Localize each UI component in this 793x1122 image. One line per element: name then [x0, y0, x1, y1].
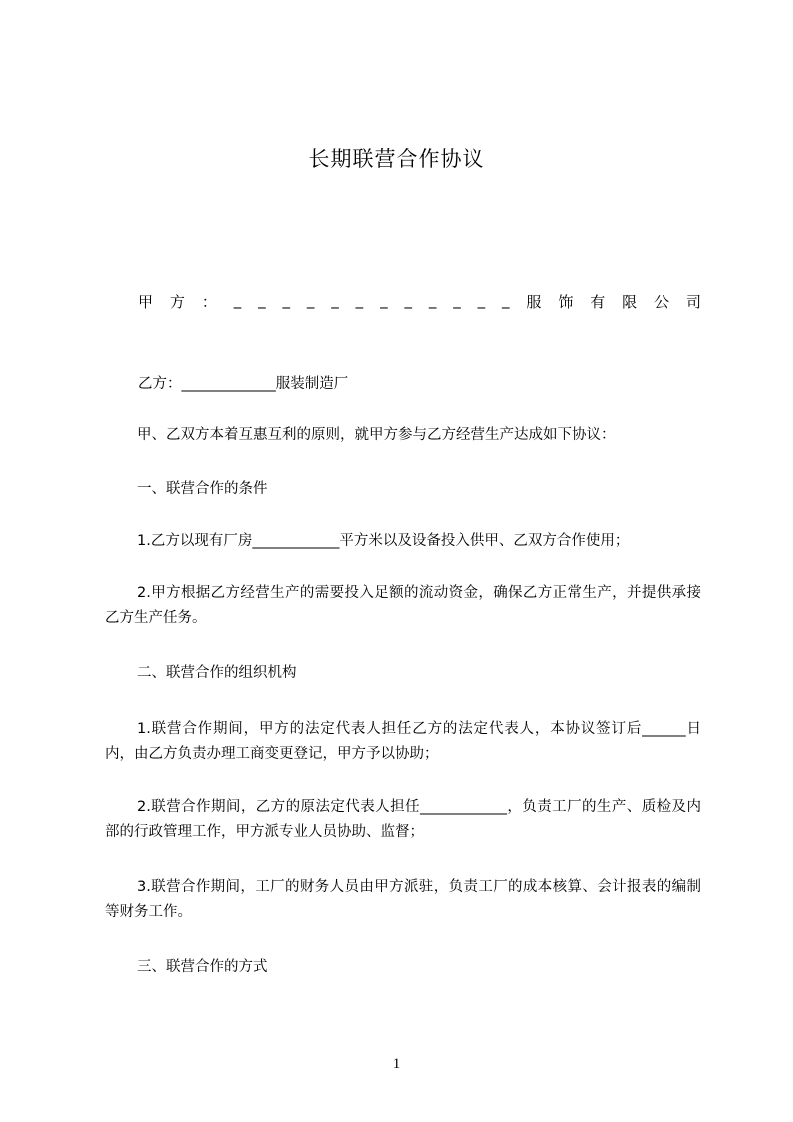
party-a-blank: _: [306, 291, 315, 309]
party-a-char: 饰: [558, 293, 574, 311]
party-a-blank: _: [258, 291, 266, 309]
party-a-char: 服: [526, 293, 542, 311]
section-2-item-2: 2.联营合作期间，乙方的原法定代表人担任____________，负责工厂的生产、质检及内部的行政管理工作，甲方派专业人员协助、监督；: [105, 799, 701, 840]
page-number: 1: [392, 1056, 401, 1072]
party-a-blank: _: [453, 291, 461, 309]
party-a-blank: _: [428, 291, 437, 309]
party-a-blank: _: [282, 291, 290, 309]
preamble-paragraph: 甲、乙双方本着互惠互利的原则，就甲方参与乙方经营生产达成如下协议：: [137, 427, 616, 443]
party-a-blank: _: [355, 291, 364, 309]
party-a-char: 方: [169, 293, 185, 311]
party-a-char: 公: [654, 293, 670, 311]
section-3-heading: 三、联营合作的方式: [137, 959, 268, 975]
section-2-heading: 二、联营合作的组织机构: [137, 665, 297, 681]
section-2-item-1: 1.联营合作期间，甲方的法定代表人担任乙方的法定代表人，本协议签订后______日内，由乙方负责办理工商变更登记，甲方予以协助；: [105, 721, 701, 762]
document-title: 长期联营合作协议: [308, 147, 485, 171]
section-1-item-2: 2.甲方根据乙方经营生产的需要投入足额的流动资金，确保乙方正常生产，并提供承接乙方生产任务。: [105, 585, 701, 626]
party-a-char: 限: [622, 293, 638, 311]
party-b-line: 乙方：_____________服装制造厂: [138, 376, 349, 392]
section-1-heading: 一、联营合作的条件: [137, 481, 268, 497]
party-a-blank: _: [404, 291, 412, 309]
section-1-item-1: 1.乙方以现有厂房____________平方米以及设备投入供甲、乙双方合作使用；: [137, 533, 630, 549]
party-a-char: ：: [201, 293, 217, 311]
party-a-blank: _: [233, 291, 242, 309]
party-a-blank: _: [502, 291, 510, 309]
party-a-blank: _: [380, 291, 388, 309]
section-2-item-3: 3.联营合作期间，工厂的财务人员由甲方派驻，负责工厂的成本核算、会计报表的编制等财务工作。: [105, 879, 701, 920]
party-a-line: [138, 291, 701, 312]
party-a-blank: _: [477, 291, 486, 309]
party-a-blank: _: [331, 291, 339, 309]
party-a-char: 司: [685, 293, 701, 311]
party-a-char: 甲: [138, 293, 154, 311]
party-a-char: 有: [590, 293, 606, 311]
